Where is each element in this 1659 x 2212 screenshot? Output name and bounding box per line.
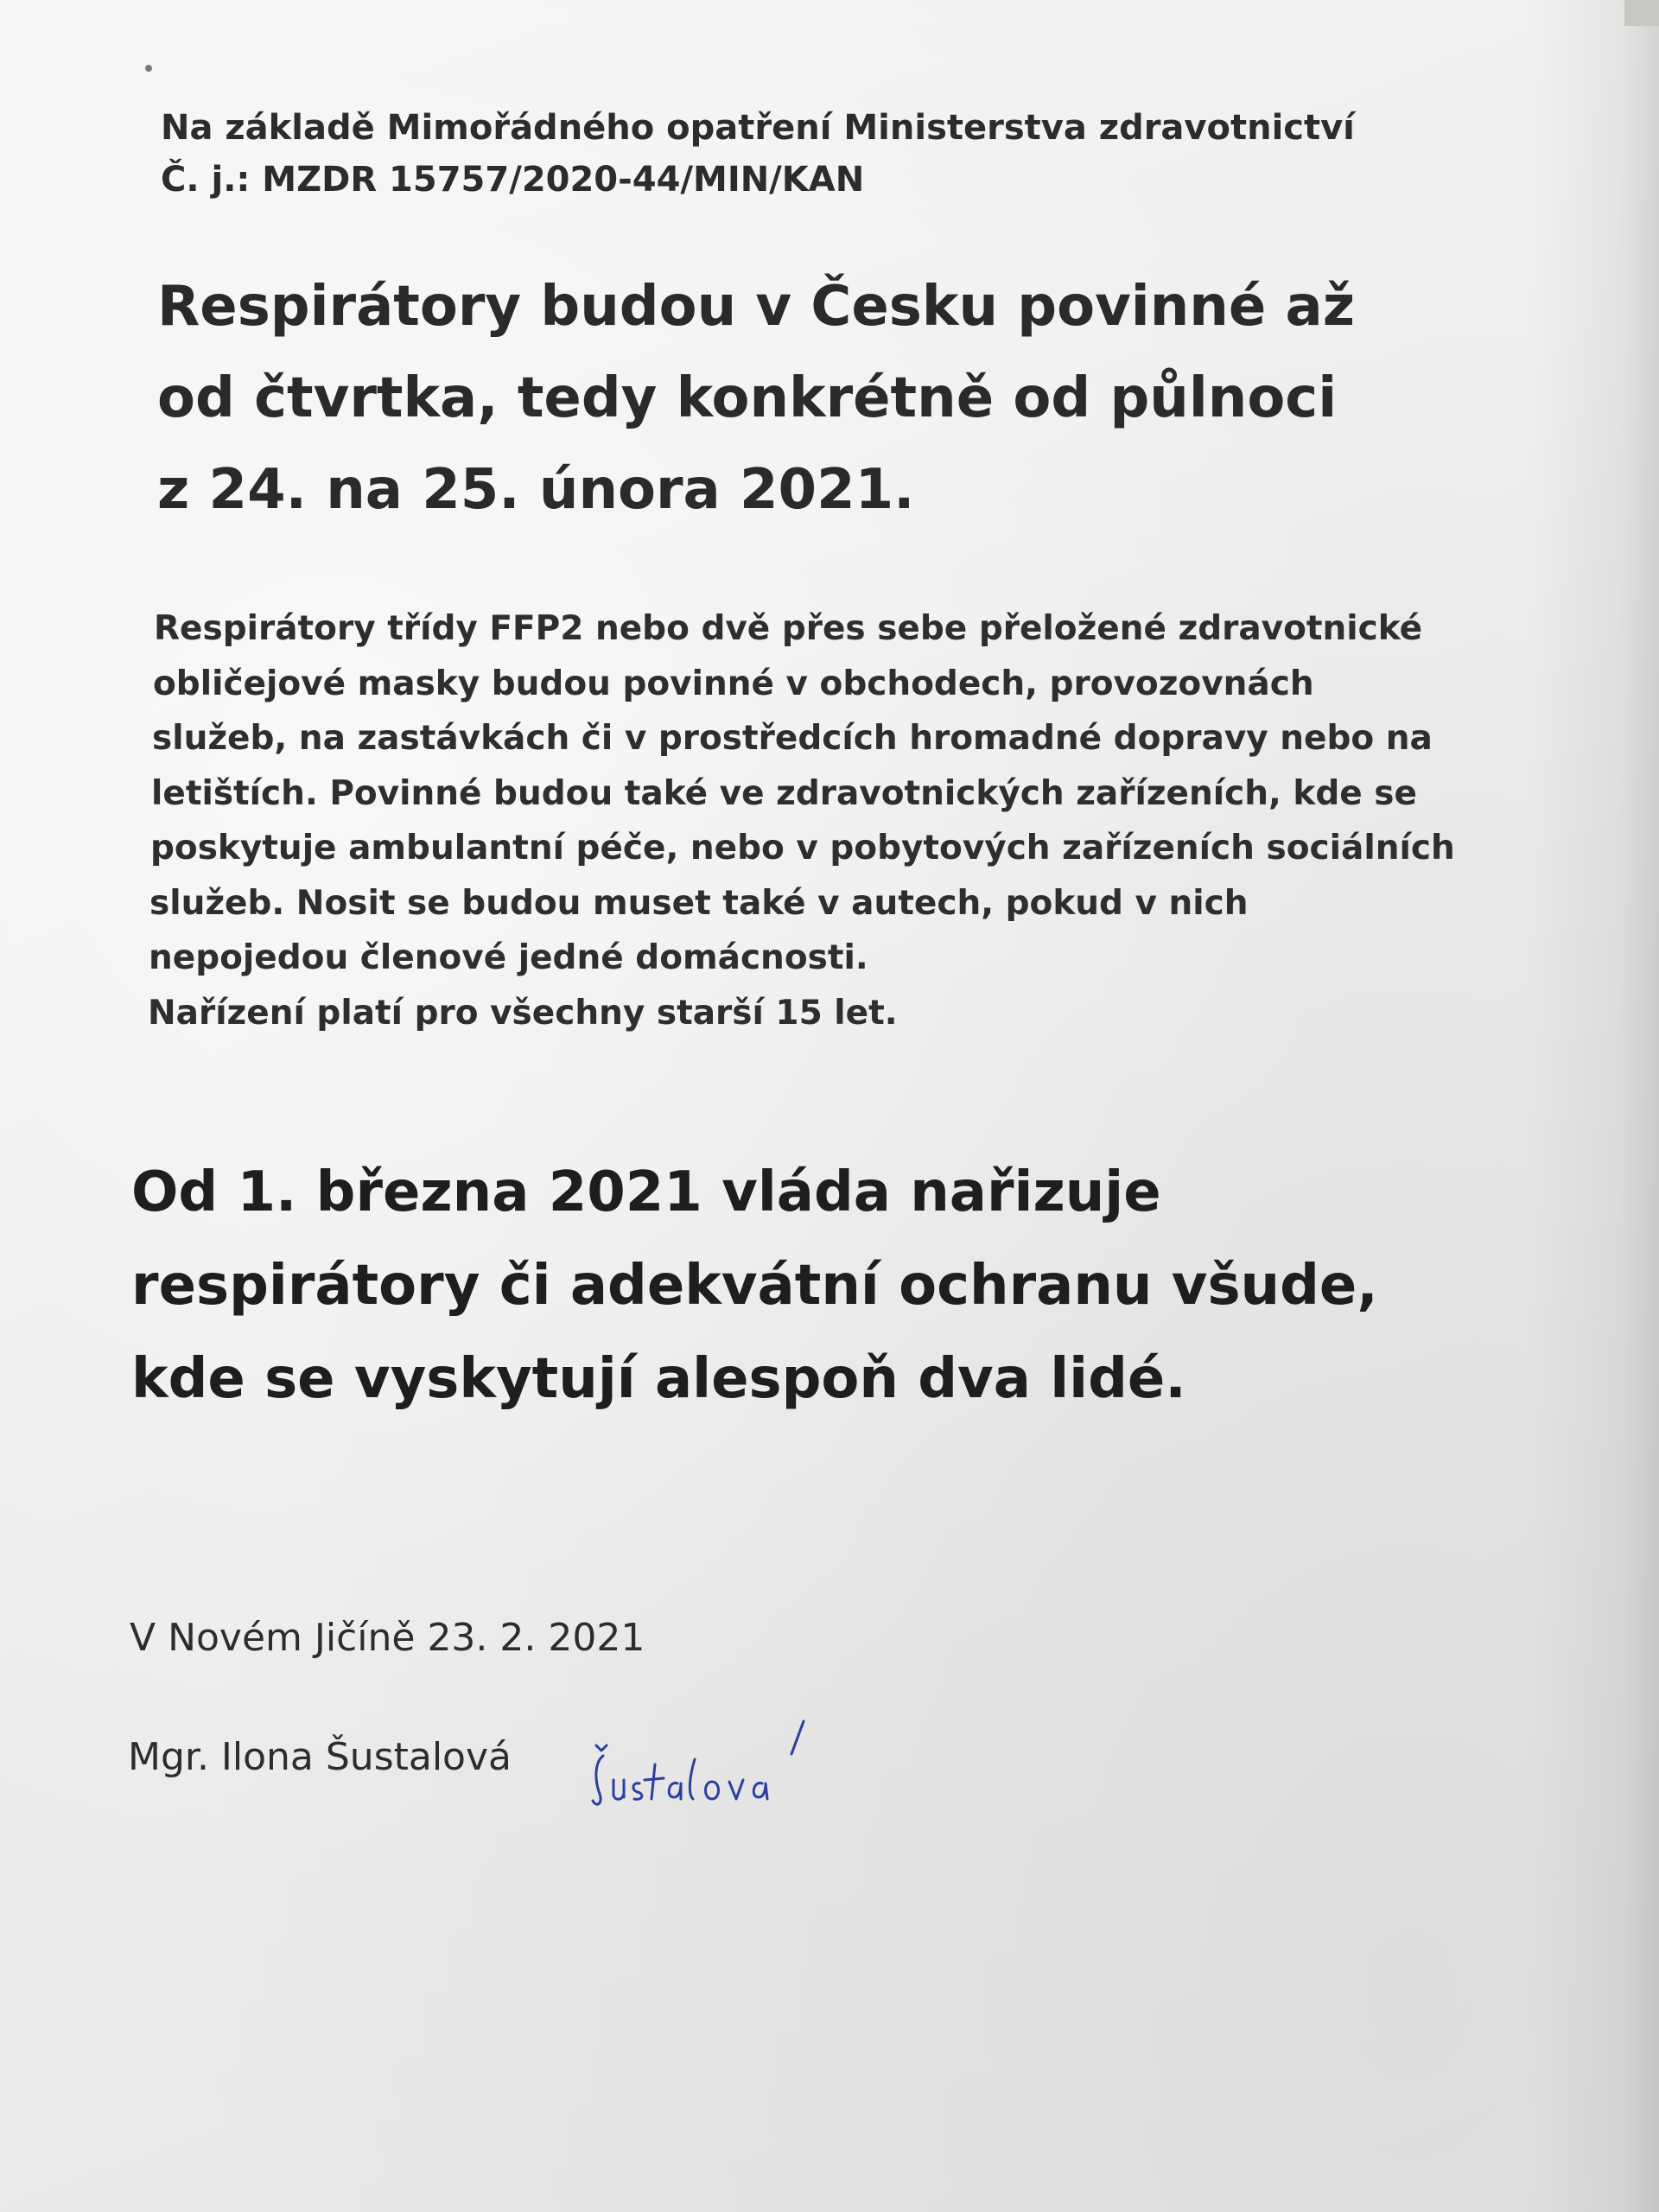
headline-line-1: Respirátory budou v Česku povinné až bbox=[157, 275, 1355, 339]
body-paragraph bbox=[149, 601, 1455, 1040]
page-shadow bbox=[1529, 0, 1659, 2212]
headline-line-3: z 24. na 25. února 2021. bbox=[157, 458, 915, 522]
author bbox=[128, 1732, 512, 1783]
body-line-8: Nařízení platí pro všechny starší 15 let. bbox=[148, 993, 898, 1033]
place-date-text: V Novém Jičíně 23. 2. 2021 bbox=[130, 1616, 645, 1660]
body-line-2: obličejové masky budou povinné v obchodech, provozovnách bbox=[153, 664, 1314, 703]
body-line-1: Respirátory třídy FFP2 nebo dvě přes sebe přeložené zdravotnické bbox=[154, 609, 1423, 648]
body-line-6: služeb. Nosit se budou muset také v autech, pokud v nich bbox=[149, 883, 1249, 923]
place-date bbox=[130, 1612, 645, 1664]
announcement-line-1: Od 1. března 2021 vláda nařizuje bbox=[131, 1160, 1161, 1224]
header-reference-number: Č. j.: MZDR 15757/2020-44/MIN/KAN bbox=[161, 160, 865, 200]
background-corner bbox=[1624, 0, 1659, 26]
header-reference bbox=[161, 102, 1355, 206]
announcement bbox=[131, 1146, 1378, 1426]
body-line-4: letištích. Povinné budou také ve zdravotnických zařízeních, kde se bbox=[151, 773, 1417, 813]
author-name: Mgr. Ilona Šustalová bbox=[128, 1735, 512, 1779]
header-basis-line: Na základě Mimořádného opatření Ministerstva zdravotnictví bbox=[161, 108, 1355, 148]
headline bbox=[157, 261, 1355, 536]
speck-mark bbox=[145, 65, 152, 72]
headline-line-2: od čtvrtka, tedy konkrétně od půlnoci bbox=[157, 366, 1338, 430]
body-line-3: služeb, na zastávkách či v prostředcích hromadné dopravy nebo na bbox=[152, 719, 1433, 758]
announcement-line-3: kde se vyskytují alespoň dva lidé. bbox=[131, 1347, 1186, 1411]
signature-image bbox=[588, 1711, 864, 1823]
body-line-5: poskytuje ambulantní péče, nebo v pobytových zařízeních sociálních bbox=[150, 829, 1455, 868]
announcement-line-2: respirátory či adekvátní ochranu všude, bbox=[131, 1254, 1378, 1318]
body-line-7: nepojedou členové jedné domácnosti. bbox=[149, 938, 868, 977]
